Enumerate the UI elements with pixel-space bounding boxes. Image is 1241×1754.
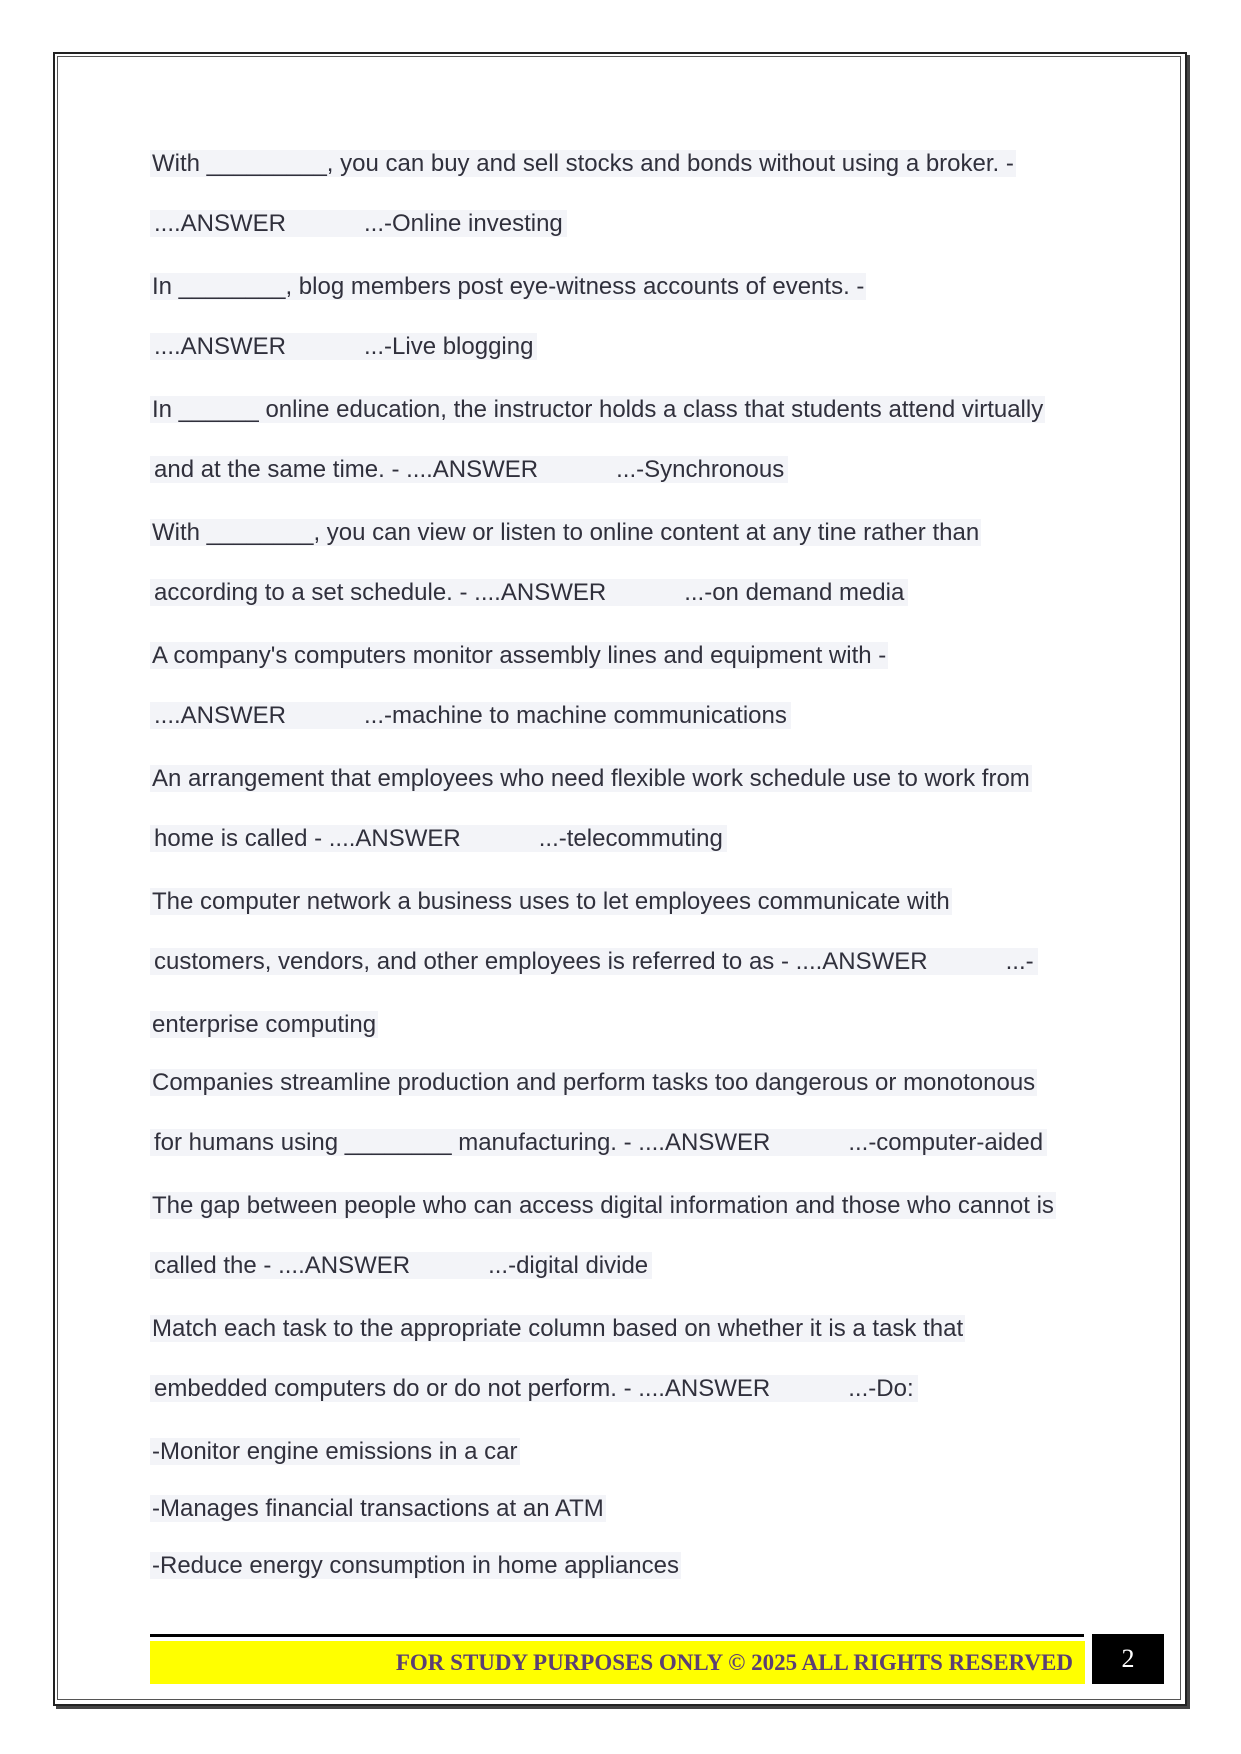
answer-line: home is called - ....ANSWER ...-telecommuting xyxy=(150,824,727,854)
question-line: With ________, you can view or listen to online content at any tine rather than xyxy=(152,519,980,546)
question-line: With _________, you can buy and sell stocks and bonds without using a broker. - xyxy=(152,150,1014,177)
answer-continuation: enterprise computing xyxy=(152,1011,377,1038)
footer-rule xyxy=(150,1634,1084,1637)
list-item: -Manages financial transactions at an ATM xyxy=(152,1495,604,1522)
answer-line: for humans using ________ manufacturing. - ....ANSWER ...-computer-aided xyxy=(150,1128,1047,1158)
list-item: -Reduce energy consumption in home appliances xyxy=(152,1552,679,1579)
answer-line: ....ANSWER ...-Live blogging xyxy=(150,332,537,362)
question-line: The computer network a business uses to let employees communicate with xyxy=(152,888,950,915)
question-line: In ______ online education, the instructor holds a class that students attend virtually xyxy=(152,396,1044,423)
answer-line: embedded computers do or do not perform. - ....ANSWER ...-Do: xyxy=(150,1374,918,1404)
answer-line: ....ANSWER ...-Online investing xyxy=(150,209,567,239)
list-item: -Monitor engine emissions in a car xyxy=(152,1438,518,1465)
question-line: A company's computers monitor assembly lines and equipment with - xyxy=(152,642,887,669)
answer-line: and at the same time. - ....ANSWER ...-Synchronous xyxy=(150,455,788,485)
answer-line: according to a set schedule. - ....ANSWER ...-on demand media xyxy=(150,578,908,608)
answer-line: customers, vendors, and other employees is referred to as - ....ANSWER ...- xyxy=(150,947,1038,977)
footer-copyright: FOR STUDY PURPOSES ONLY © 2025 ALL RIGHTS RESERVED xyxy=(150,1641,1085,1684)
question-line: Companies streamline production and perform tasks too dangerous or monotonous xyxy=(152,1069,1036,1096)
question-line: Match each task to the appropriate column based on whether it is a task that xyxy=(152,1315,964,1342)
question-line: The gap between people who can access digital information and those who cannot is xyxy=(152,1192,1054,1219)
answer-line: called the - ....ANSWER ...-digital divide xyxy=(150,1251,652,1281)
question-line: In ________, blog members post eye-witness accounts of events. - xyxy=(152,273,865,300)
page-number: 2 xyxy=(1092,1634,1164,1684)
question-line: An arrangement that employees who need flexible work schedule use to work from xyxy=(152,765,1030,792)
answer-line: ....ANSWER ...-machine to machine communications xyxy=(150,701,791,731)
